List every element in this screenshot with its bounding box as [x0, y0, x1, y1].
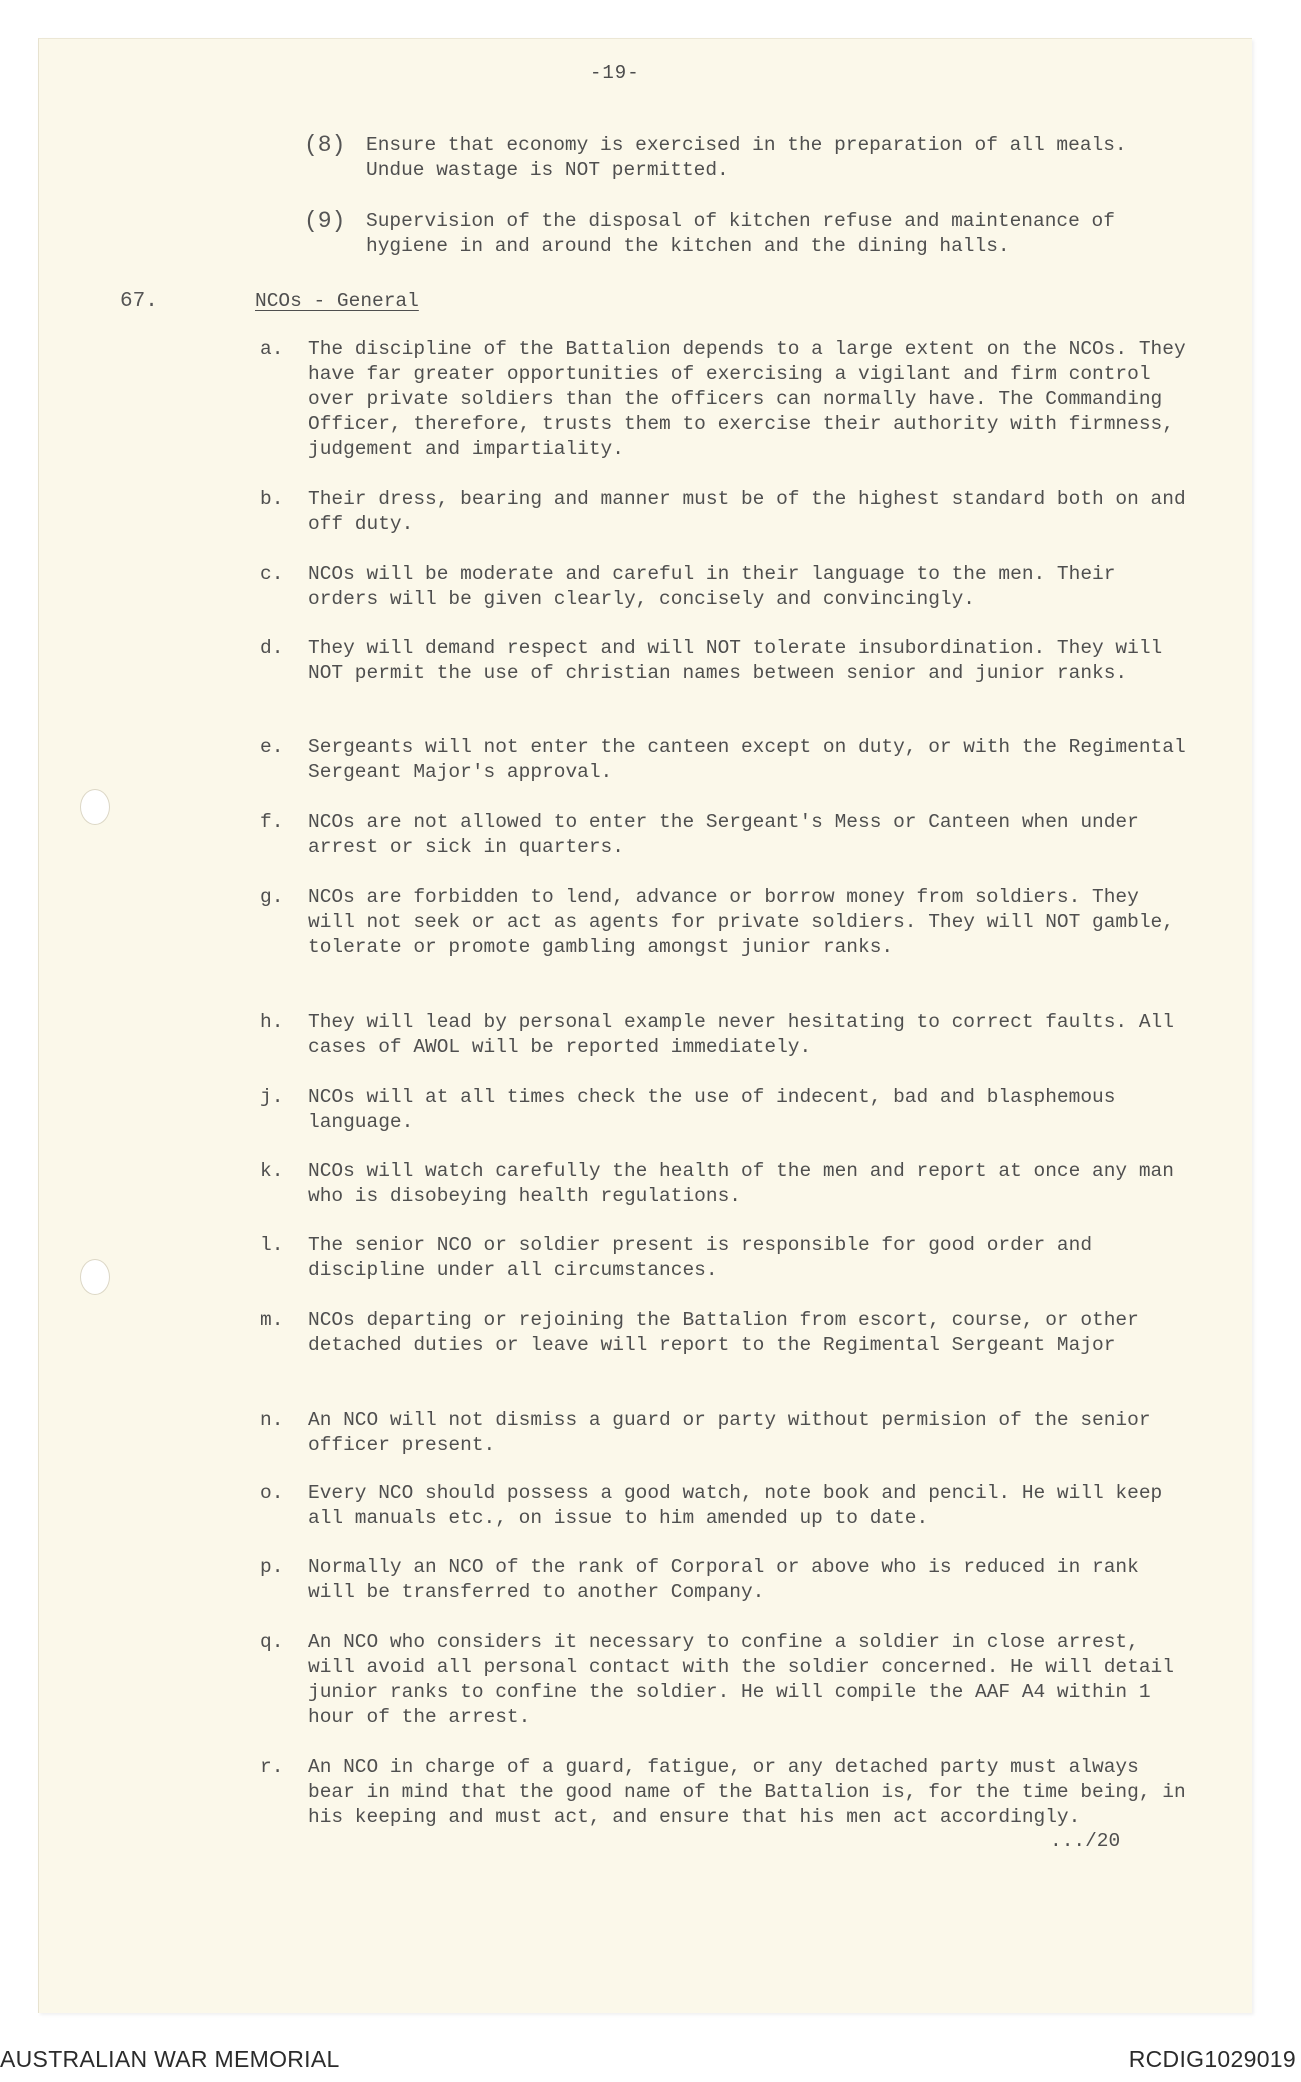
item-letter: f. — [260, 811, 284, 833]
item-text: Their dress, bearing and manner must be of the highest standard both on and off duty. — [308, 488, 1186, 535]
continuation-marker: .../20 — [1050, 1830, 1121, 1852]
list-item — [260, 1010, 1190, 1060]
item-letter: a. — [260, 338, 284, 360]
item-text: NCOs will be moderate and careful in their language to the men. Their orders will be given clearly, concisely and convincingly. — [308, 563, 1116, 610]
item-text: NCOs are not allowed to enter the Sergeant's Mess or Canteen when under arrest or sick in quarters. — [308, 811, 1139, 858]
item-letter: e. — [260, 736, 284, 758]
section-number: 67. — [120, 290, 158, 313]
item-letter: n. — [260, 1409, 284, 1431]
item-text: They will lead by personal example never hesitating to correct faults. All cases of AWOL will be reported immediately. — [308, 1011, 1174, 1058]
list-item — [260, 1755, 1190, 1830]
item-text: An NCO in charge of a guard, fatigue, or any detached party must always bear in mind that the good name of the Battalion is, for the time being, in his keeping and must act, and ensure that his men act accordingly. — [308, 1756, 1186, 1828]
list-item — [260, 562, 1190, 612]
item-text: Normally an NCO of the rank of Corporal or above who is reduced in rank will be transferred to another Company. — [308, 1556, 1139, 1603]
list-item — [260, 1233, 1190, 1283]
sub-item-number: (8) — [304, 132, 346, 158]
item-text: An NCO who considers it necessary to confine a soldier in close arrest, will avoid all personal contact with the soldier concerned. He will detail junior ranks to confine the soldier. He will compile the AAF A4 within 1 hour of the arrest. — [308, 1631, 1174, 1728]
item-text: NCOs will watch carefully the health of the men and report at once any man who is disobeying health regulations. — [308, 1160, 1174, 1207]
list-item — [260, 1308, 1190, 1358]
footer-identifier: RCDIG1029019 — [1128, 2046, 1296, 2072]
item-letter: j. — [260, 1086, 284, 1108]
item-letter: k. — [260, 1160, 284, 1182]
footer-institution: AUSTRALIAN WAR MEMORIAL — [0, 2046, 340, 2072]
item-letter: h. — [260, 1011, 284, 1033]
item-text: Sergeants will not enter the canteen except on duty, or with the Regimental Sergeant Major's approval. — [308, 736, 1186, 783]
item-text: NCOs departing or rejoining the Battalion from escort, course, or other detached duties or leave will report to the Regimental Sergeant Major — [308, 1309, 1139, 1356]
sub-item-number: (9) — [304, 208, 346, 234]
list-item — [260, 1408, 1190, 1458]
item-text: The discipline of the Battalion depends to a large extent on the NCOs. They have far greater opportunities of exercising a vigilant and firm control over private soldiers than the officers can normally have. The Commanding Officer, therefore, trusts them to exercise their authority with firmness, judgement and impartiality. — [308, 338, 1186, 460]
item-letter: c. — [260, 563, 284, 585]
sub-item — [304, 133, 1174, 183]
sub-item — [304, 209, 1174, 259]
list-item — [260, 337, 1190, 462]
list-item — [260, 735, 1190, 785]
item-letter: o. — [260, 1482, 284, 1504]
list-item — [260, 1481, 1190, 1531]
item-text: NCOs are forbidden to lend, advance or borrow money from soldiers. They will not seek or act as agents for private soldiers. They will NOT gamble, tolerate or promote gambling amongst junior ranks. — [308, 886, 1174, 958]
list-item — [260, 636, 1190, 686]
section-title: NCOs - General — [255, 290, 419, 312]
list-item — [260, 1085, 1190, 1135]
list-item — [260, 1555, 1190, 1605]
item-text: The senior NCO or soldier present is responsible for good order and discipline under all circumstances. — [308, 1234, 1093, 1281]
item-letter: l. — [260, 1234, 284, 1256]
sub-item-text: Ensure that economy is exercised in the preparation of all meals. Undue wastage is NOT permitted. — [366, 134, 1127, 181]
punch-hole — [80, 1259, 110, 1295]
sub-item-text: Supervision of the disposal of kitchen refuse and maintenance of hygiene in and around the kitchen and the dining halls. — [366, 210, 1115, 257]
item-letter: d. — [260, 637, 284, 659]
item-text: An NCO will not dismiss a guard or party without permision of the senior officer present. — [308, 1409, 1151, 1456]
list-item — [260, 487, 1190, 537]
list-item — [260, 885, 1190, 960]
item-letter: g. — [260, 886, 284, 908]
item-text: They will demand respect and will NOT tolerate insubordination. They will NOT permit the use of christian names between senior and junior ranks. — [308, 637, 1163, 684]
punch-hole — [80, 789, 110, 825]
list-item — [260, 1630, 1190, 1730]
list-item — [260, 1159, 1190, 1209]
item-text: Every NCO should possess a good watch, note book and pencil. He will keep all manuals etc., on issue to him amended up to date. — [308, 1482, 1163, 1529]
item-letter: q. — [260, 1631, 284, 1653]
item-letter: r. — [260, 1756, 284, 1778]
item-text: NCOs will at all times check the use of indecent, bad and blasphemous language. — [308, 1086, 1116, 1133]
list-item — [260, 810, 1190, 860]
item-letter: p. — [260, 1556, 284, 1578]
item-letter: b. — [260, 488, 284, 510]
page-number: -19- — [590, 62, 640, 84]
item-letter: m. — [260, 1309, 284, 1331]
